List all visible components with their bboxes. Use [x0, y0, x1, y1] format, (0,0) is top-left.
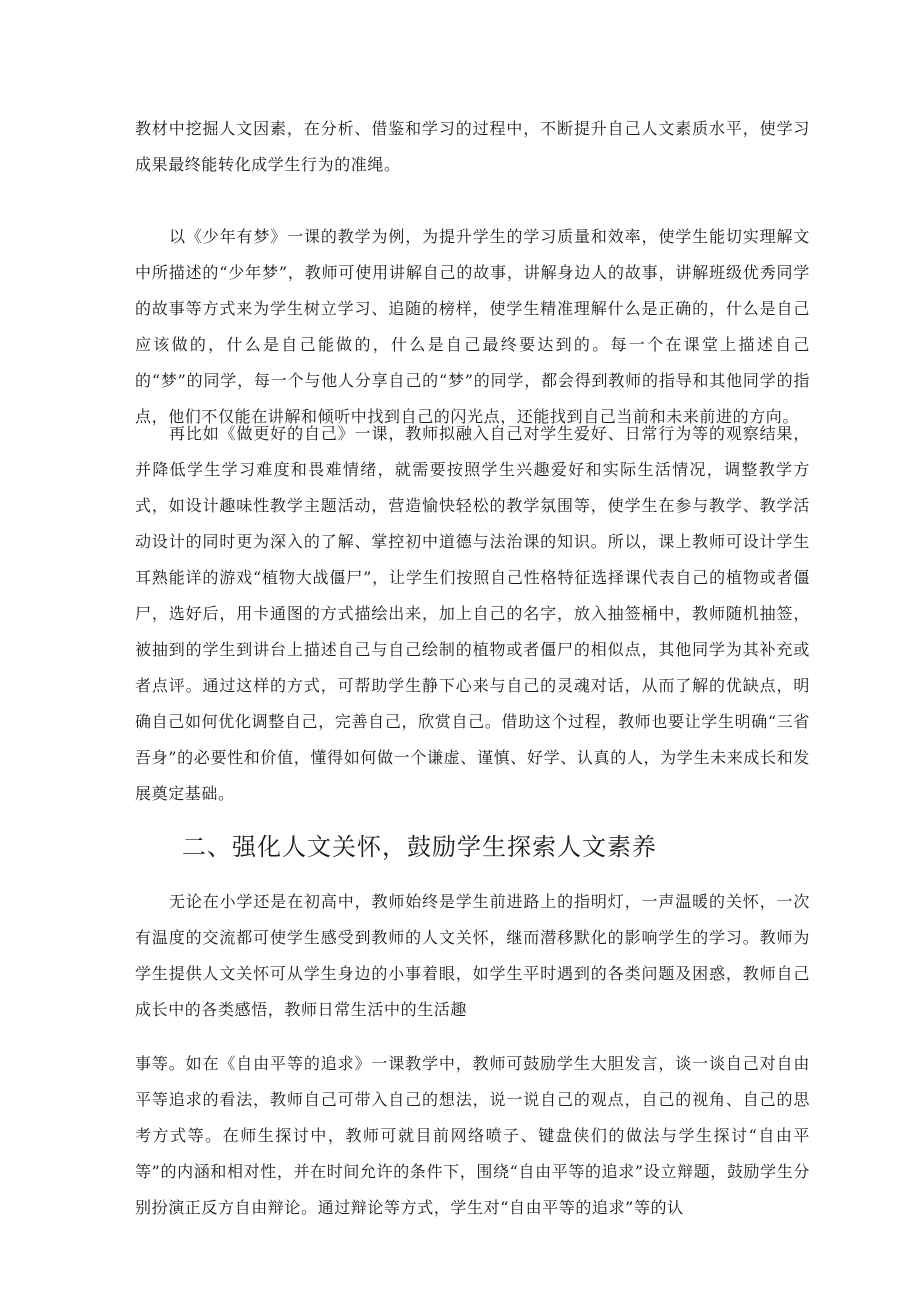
paragraph-zuo-genghao-deziji: 再比如《做更好的自己》一课，教师拟融入自己对学生爱好、日常行为等的观察结果，并降低学生学习难度和畏难情绪，就需要按照学生兴趣爱好和实际生活情况，调整教学方式，如设计趣味性教学主题活动，营造愉快轻松的教学氛围等，使学生在参与教学、教学活动设计的同时更为深入的了解、掌控初中道德与法治课的知识。所以，课上教师可设计学生耳熟能详的游戏“植物大战僵尸”，让学生们按照自己性格特征选择课代表自己的植物或者僵尸，选好后，用卡通图的方式描绘出来，加上自己的名字，放入抽签桶中，教师随机抽签，被抽到的学生到讲台上描述自己与自己绘制的植物或者僵尸的相似点，其他同学为其补充或者点评。通过这样的方式，可帮助学生静下心来与自己的灵魂对话，从而了解的优缺点，明确自己如何优化调整自己，完善自己，欣赏自己。借助这个过程，教师也要让学生明确“三省吾身”的必要性和价值，懂得如何做一个谦虚、谨慎、好学、认真的人，为学生未来成长和发展奠定基础。 [135, 424, 810, 803]
paragraph-renwen-guanhuai: 无论在小学还是在初高中，教师始终是学生前进路上的指明灯，一声温暖的关怀，一次有温度的交流都可使学生感受到教师的人文关怀，继而潜移默化的影响学生的学习。教师为学生提供人文关怀可从学生身边的小事着眼，如学生平时遇到的各类问题及困惑，教师自己成长中的各类感悟，教师日常生活中的生活趣 [135, 892, 810, 1019]
paragraph-ziyou-pingdeng: 事等。如在《自由平等的追求》一课教学中，教师可鼓励学生大胆发言，谈一谈自己对自由平等追求的看法，教师自己可带入自己的想法，说一说自己的观点，自己的视角、自己的思考方式等。在师生探讨中，教师可就目前网络喷子、键盘侠们的做法与学生探讨“自由平等”的内涵和相对性，并在时间允许的条件下，围绕“自由平等的追求”设立辩题，鼓励学生分别扮演正反方自由辩论。通过辩论等方式，学生对“自由平等的追求”等的认 [135, 1054, 810, 1217]
paragraph-continued-intro: 教材中挖掘人文因素，在分析、借鉴和学习的过程中，不断提升自己人文素质水平，使学习成果最终能转化成学生行为的准绳。 [135, 119, 810, 174]
paragraph-shaonian-youmeng: 以《少年有梦》一课的教学为例，为提升学生的学习质量和效率，使学生能切实理解文中所描述的“少年梦”，教师可使用讲解自己的故事，讲解身边人的故事，讲解班级优秀同学的故事等方式来为学生树立学习、追随的榜样，使学生精准理解什么是正确的，什么是自己应该做的，什么是自己能做的，什么是自己最终要达到的。每一个在课堂上描述自己的“梦”的同学，每一个与他人分享自己的“梦”的同学，都会得到教师的指导和其他同学的指点，他们不仅能在讲解和倾听中找到自己的闪光点，还能找到自己当前和未来前进的方向。 [135, 227, 810, 426]
section-heading: 二、强化人文关怀，鼓励学生探索人文素养 [182, 833, 657, 861]
